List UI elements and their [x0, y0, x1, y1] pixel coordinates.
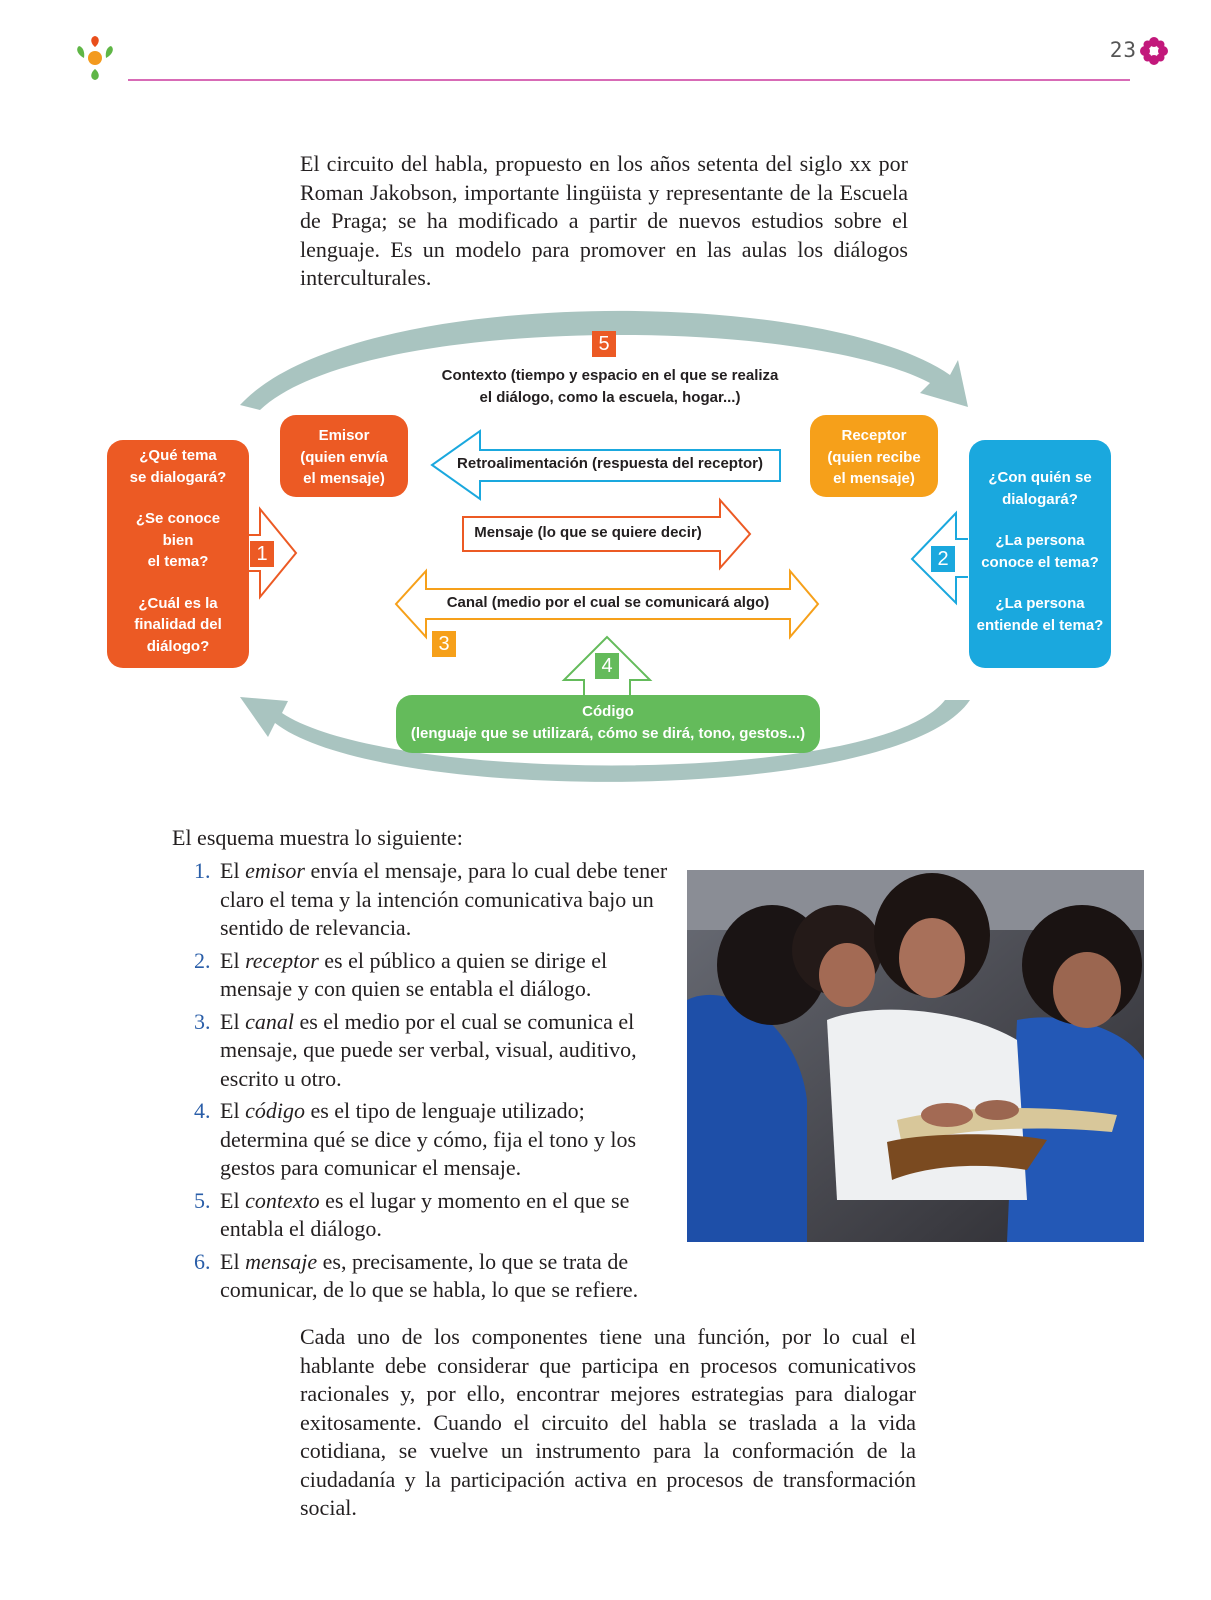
context-number: 5 [592, 331, 616, 357]
list-item-number: 5. [194, 1187, 211, 1213]
codigo-box: Código (lenguaje que se utilizará, cómo se dirá, tono, gestos...) [396, 695, 820, 753]
list-item-term: canal [245, 1008, 294, 1034]
list-item-text: es el medio por el cual se comunica el mensaje, que puede ser verbal, visual, auditivo, escrito u otro. [220, 1008, 637, 1091]
list-item-text: es el lugar y momento en el que se entabla el diálogo. [220, 1187, 630, 1241]
list-item-number: 3. [194, 1008, 211, 1034]
list-item [178, 1008, 678, 1094]
pink-flower-icon [1139, 36, 1169, 66]
logo-icon [70, 33, 120, 83]
message-label: Mensaje (lo que se quiere decir) [474, 524, 702, 541]
list-item-pre: El [220, 1248, 246, 1274]
receptor-box: Receptor (quien recibe el mensaje) [810, 415, 938, 497]
list-item-text: es el público a quien se dirige el mensaje y con quien se entabla el diálogo. [220, 947, 608, 1001]
list-item-number: 1. [194, 858, 211, 883]
channel-label: Canal (medio por el cual se comunicará algo) [446, 594, 770, 611]
list-item-number: 2. [194, 947, 211, 973]
list-item [178, 1248, 678, 1305]
channel-number: 3 [432, 631, 456, 657]
list-item-term: código [245, 1098, 305, 1123]
list-item-pre: El [220, 947, 246, 973]
list-item-text: envía el mensaje, para lo cual debe tener claro el tema y la intención comunicativa bajo un sentido de relevancia. [220, 858, 668, 940]
right-questions-box: ¿Con quién se dialogará? ¿La persona conoce el tema? ¿La persona entiende el tema? [969, 440, 1111, 668]
list-item [178, 857, 678, 943]
components-list [178, 857, 678, 1309]
outro-paragraph: Cada uno de los componentes tiene una función, por lo cual el hablante debe considerar que participa en procesos comunicativos racionales y, por ello, encontrar mejores estrategias para dialogar exitosamente. Cuando el circuito del habla se traslada a la vida cotidiana, se vuelve un instrumento para la conformación de la ciudadanía y la participación activa en procesos de transformación social. [300, 1324, 916, 1520]
list-item [178, 1187, 678, 1244]
emisor-box: Emisor (quien envía el mensaje) [280, 415, 408, 497]
context-label: Contexto (tiempo y espacio en el que se realiza el diálogo, como la escuela, hogar...) [441, 367, 779, 406]
emisor-number: 1 [250, 541, 274, 567]
feedback-label: Retroalimentación (respuesta del receptor) [457, 455, 763, 472]
list-item [178, 947, 678, 1004]
list-item-pre: El [220, 1187, 246, 1213]
list-item-number: 6. [194, 1248, 211, 1274]
left-questions-box: ¿Qué tema se dialogará? ¿Se conoce bien el tema? ¿Cuál es la finalidad del diálogo? [107, 440, 249, 668]
page-number: 23 [1109, 38, 1137, 62]
list-item-pre: El [220, 858, 246, 883]
list-item-term: contexto [245, 1187, 320, 1213]
students-reading-photo [687, 870, 1144, 1242]
header-rule [128, 79, 1130, 81]
list-item-pre: El [220, 1098, 246, 1123]
list-item [178, 1097, 678, 1183]
list-item-text: es, precisamente, lo que se trata de comunicar, de lo que se habla, lo que se refiere. [220, 1248, 639, 1302]
speech-circuit-diagram [100, 305, 1140, 825]
list-item-term: emisor [245, 858, 305, 883]
intro-paragraph: El circuito del habla, propuesto en los años setenta del siglo xx por Roman Jakobson, importante lingüista y representante de la Escuela de Praga; se ha modificado a partir de nuevos estudios sobre el lenguaje. Es un modelo para promover en las aulas los diálogos interculturales. [300, 151, 908, 290]
receptor-number: 2 [931, 546, 955, 572]
code-number: 4 [595, 653, 619, 679]
list-item-number: 4. [194, 1098, 211, 1123]
list-item-term: mensaje [245, 1248, 318, 1274]
list-item-pre: El [220, 1008, 246, 1034]
list-item-term: receptor [245, 947, 319, 973]
list-item-text: es el tipo de lenguaje utilizado; determina qué se dice y cómo, fija el tono y los gestos para comunicar el mensaje. [220, 1098, 637, 1180]
list-title: El esquema muestra lo siguiente: [172, 825, 463, 850]
